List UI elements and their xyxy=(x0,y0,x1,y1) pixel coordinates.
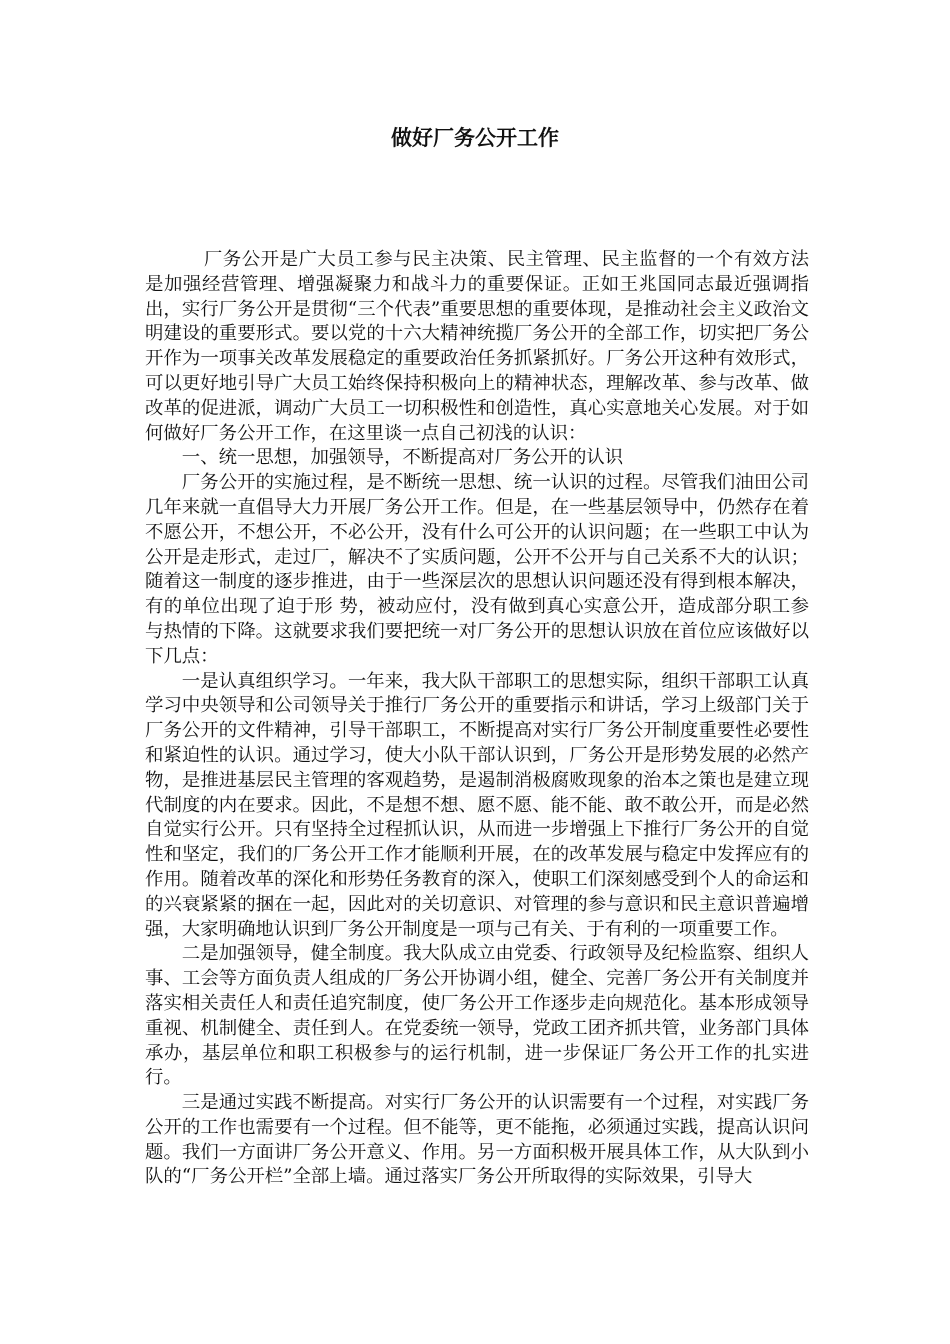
paragraph-intro: 厂务公开是广大员工参与民主决策、民主管理、民主监督的一个有效方法是加强经营管理、增强凝聚力和战斗力的重要保证。正如王兆国同志最近强调指出，实行厂务公开是贯彻“三个代表”重要思想的重要体现，是推动社会主义政治文明建设的重要形式。要以党的十六大精神统揽厂务公开的全部工作，切实把厂务公开作为一项事关改革发展稳定的重要政治任务抓紧抓好。厂务公开这种有效形式，可以更好地引导广大员工始终保持积极向上的精神状态，理解改革、参与改革、做改革的促进派，调动广大员工一切积极性和创造性，真心实意地关心发展。对于如何做好厂务公开工作，在这里谈一点自己初浅的认识： xyxy=(145,249,809,444)
document-body xyxy=(145,248,809,1190)
paragraph-2: 一是认真组织学习。一年来，我大队干部职工的思想实际，组织干部职工认真学习中央领导和公司领导关于推行厂务公开的重要指示和讲话，学习上级部门关于厂务公开的文件精神，引导干部职工，不断提高对实行厂务公开制度重要性必要性和紧迫性的认识。通过学习，使大小队干部认识到，厂务公开是形势发展的必然产物，是推进基层民主管理的客观趋势，是遏制消极腐败现象的治本之策也是建立现代制度的内在要求。因此，不是想不想、愿不愿、能不能、敢不敢公开，而是必然自觉实行公开。只有坚持全过程抓认识，从而进一步增强上下推行厂务公开的自觉性和坚定，我们的厂务公开工作才能顺利开展，在的改革发展与稳定中发挥应有的作用。随着改革的深化和形势任务教育的深入，使职工们深刻感受到个人的命运和的兴衰紧紧的捆在一起，因此对的关切意识、对管理的参与意识和民主意识普遍增强，大家明确地认识到厂务公开制度是一项与己有关、于有利的一项重要工作。 xyxy=(145,670,809,940)
paragraph-3: 二是加强领导，健全制度。我大队成立由党委、行政领导及纪检监察、组织人事、工会等方面负责人组成的厂务公开协调小组，健全、完善厂务公开有关制度并落实相关责任人和责任追究制度，使厂务公开工作逐步走向规范化。基本形成领导重视、机制健全、责任到人。在党委统一领导，党政工团齐抓共管，业务部门具体承办，基层单位和职工积极参与的运行机制，进一步保证厂务公开工作的扎实进行。 xyxy=(145,943,809,1089)
document-title: 做好厂务公开工作 xyxy=(391,125,559,150)
paragraph-1: 厂务公开的实施过程，是不断统一思想、统一认识的过程。尽管我们油田公司几年来就一直倡导大力开展厂务公开工作。但是，在一些基层领导中，仍然存在着不愿公开，不想公开，不必公开，没有什么可公开的认识问题；在一些职工中认为公开是走形式，走过厂，解决不了实质问题，公开不公开与自己关系不大的认识；随着这一制度的逐步推进，由于一些深层次的思想认识问题还没有得到根本解决，有的单位出现了迫于形 势，被动应付，没有做到真心实意公开，造成部分职工参与热情的下降。这就要求我们要把统一对厂务公开的思想认识放在首位应该做好以下几点： xyxy=(145,472,809,667)
paragraph-4: 三是通过实践不断提高。对实行厂务公开的认识需要有一个过程，对实践厂务公开的工作也需要有一个过程。但不能等，更不能拖，必须通过实践，提高认识问题。我们一方面讲厂务公开意义、作用。另一方面积极开展具体工作，从大队到小队的“厂务公开栏”全部上墙。通过落实厂务公开所取得的实际效果，引导大 xyxy=(145,1092,809,1188)
section-heading-1: 一、统一思想，加强领导，不断提高对厂务公开的认识 xyxy=(181,447,624,469)
